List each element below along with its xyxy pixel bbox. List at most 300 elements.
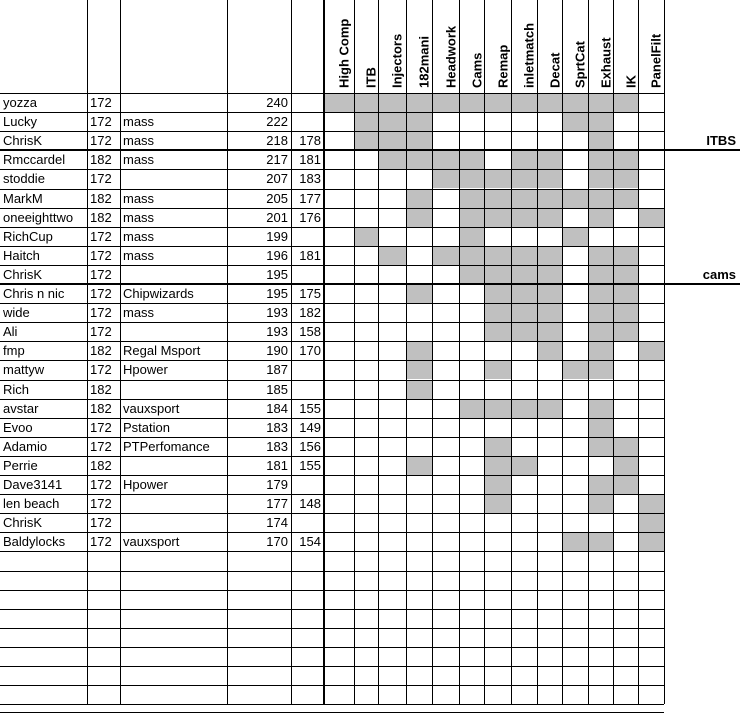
grid-column-line xyxy=(484,0,485,704)
row-bhp: 185 xyxy=(266,381,288,397)
mod-cell-filled xyxy=(588,475,613,494)
header-mod-itb xyxy=(354,0,378,93)
row-bhp: 181 xyxy=(266,457,288,473)
mod-cell-filled xyxy=(588,418,613,437)
mod-cell-filled xyxy=(613,322,638,341)
header-mod-label: Injectors xyxy=(389,33,405,88)
row-note: cams xyxy=(702,266,736,282)
header-mod-label: SprtCat xyxy=(572,41,588,88)
row-lbft: 148 xyxy=(299,496,321,512)
mod-cell-filled xyxy=(537,93,562,112)
mod-cell-filled xyxy=(484,93,511,112)
row-lbft: 158 xyxy=(299,324,321,340)
header-mod-182mani xyxy=(406,0,432,93)
mod-cell-filled xyxy=(511,284,537,303)
row-bhp: 222 xyxy=(266,114,288,130)
grid-column-line xyxy=(613,0,614,704)
row-lbft: 154 xyxy=(299,534,321,550)
row-user: stoddie xyxy=(3,171,45,187)
row-car: 172 xyxy=(90,496,112,512)
mod-cell-filled xyxy=(406,189,432,208)
mod-cell-filled xyxy=(562,532,588,551)
row-user: Rich xyxy=(3,381,30,397)
mod-cell-filled xyxy=(638,341,664,360)
row-car: 172 xyxy=(90,228,112,244)
header-mod-label: IK xyxy=(623,75,638,88)
mod-cell-filled xyxy=(537,399,562,418)
row-lbft: 178 xyxy=(299,133,321,149)
row-lbft: 170 xyxy=(299,343,321,359)
row-lbft: 156 xyxy=(299,438,321,454)
mod-cell-filled xyxy=(588,131,613,150)
mod-cell-filled xyxy=(613,437,638,456)
row-lbft: 181 xyxy=(299,152,321,168)
grid-column-line xyxy=(432,0,433,704)
header-mod-exhaust xyxy=(588,0,613,93)
grid-row-line xyxy=(0,112,664,113)
row-user: Chris n nic xyxy=(3,286,65,301)
mod-cell-filled xyxy=(432,93,459,112)
mod-cell-filled xyxy=(459,150,484,169)
mod-cell-filled xyxy=(588,265,613,284)
mod-cell-filled xyxy=(459,208,484,227)
mod-cell-filled xyxy=(511,456,537,475)
grid-column-line xyxy=(537,0,538,704)
row-bhp: 183 xyxy=(266,438,288,454)
grid-column-line xyxy=(664,0,665,704)
row-rr: Regal Msport xyxy=(123,343,201,359)
mod-cell-filled xyxy=(459,265,484,284)
row-car: 182 xyxy=(90,381,112,397)
row-rr: mass xyxy=(123,228,155,244)
header-mod-label: PanelFilt xyxy=(648,33,664,88)
row-rr: mass xyxy=(123,133,155,149)
mod-cell-filled xyxy=(588,112,613,131)
row-car: 172 xyxy=(90,286,112,301)
row-bhp: 196 xyxy=(266,247,288,263)
mod-cell-filled xyxy=(588,360,613,379)
mod-cell-filled xyxy=(638,532,664,551)
row-user: Ali xyxy=(3,324,18,340)
mod-cell-filled xyxy=(324,93,354,112)
grid-row-line xyxy=(0,322,664,323)
row-rr xyxy=(123,322,224,341)
row-lbft: 149 xyxy=(299,419,321,435)
mod-cell-filled xyxy=(406,341,432,360)
row-user: Evoo xyxy=(3,419,33,435)
row-lbft xyxy=(294,227,321,246)
row-bhp: 218 xyxy=(266,133,288,149)
mod-cell-filled xyxy=(613,189,638,208)
row-lbft: 176 xyxy=(299,209,321,225)
row-rr: mass xyxy=(123,114,155,130)
mod-cell-filled xyxy=(562,189,588,208)
grid-row-line xyxy=(0,532,664,533)
mod-cell-filled xyxy=(511,303,537,322)
grid-row-line xyxy=(0,685,664,686)
row-bhp: 174 xyxy=(266,515,288,531)
row-lbft: 182 xyxy=(299,305,321,321)
mod-cell-filled xyxy=(588,303,613,322)
grid-row-line xyxy=(0,265,664,266)
mod-cell-filled xyxy=(459,399,484,418)
mod-cell-filled xyxy=(588,150,613,169)
mod-cell-filled xyxy=(537,208,562,227)
header-mod-injectors xyxy=(378,0,406,93)
grid-column-line xyxy=(459,0,460,704)
grid-column-line xyxy=(406,0,407,704)
mod-cell-filled xyxy=(613,475,638,494)
grid-row-line xyxy=(0,494,664,495)
grid-column-line xyxy=(588,0,589,704)
grid-row-line xyxy=(0,169,664,170)
mod-cell-filled xyxy=(378,246,406,265)
mod-cell-filled xyxy=(562,112,588,131)
grid-row-line xyxy=(0,208,664,209)
header-mod-inletmatch xyxy=(511,0,537,93)
row-bhp: 193 xyxy=(266,305,288,321)
header-mod-panelfilt xyxy=(638,0,664,93)
row-note: ITBS xyxy=(706,133,736,149)
mod-cell-filled xyxy=(484,322,511,341)
mod-cell-filled xyxy=(354,93,378,112)
mod-cell-filled xyxy=(588,93,613,112)
row-rr xyxy=(123,169,224,188)
grid-row-line xyxy=(0,437,664,438)
header-mod-label: Remap xyxy=(495,44,510,88)
mod-cell-filled xyxy=(511,169,537,188)
header-mod-label: ITB xyxy=(363,67,378,88)
row-rr xyxy=(123,93,224,112)
mod-cell-filled xyxy=(484,456,511,475)
mod-cell-filled xyxy=(406,93,432,112)
row-lbft: 155 xyxy=(299,457,321,473)
row-user: yozza xyxy=(3,95,37,110)
row-car: 182 xyxy=(90,152,112,168)
mod-cell-filled xyxy=(406,456,432,475)
mod-cell-filled xyxy=(484,303,511,322)
row-bhp: 199 xyxy=(266,228,288,244)
row-rr xyxy=(123,456,224,475)
row-lbft xyxy=(294,360,321,379)
header-mod-label: Headwork xyxy=(443,25,458,88)
mod-cell-filled xyxy=(613,150,638,169)
mod-cell-filled xyxy=(537,265,562,284)
mod-cell-filled xyxy=(432,246,459,265)
row-car: 172 xyxy=(90,324,112,340)
row-rr: Hpower xyxy=(123,362,168,378)
mod-cell-filled xyxy=(613,456,638,475)
row-lbft: 181 xyxy=(299,247,321,263)
group-separator-line xyxy=(0,283,740,285)
row-car: 172 xyxy=(90,133,112,149)
row-rr: vauxsport xyxy=(123,400,180,416)
mod-cell-filled xyxy=(378,131,406,150)
grid-row-line xyxy=(0,418,664,419)
row-car: 172 xyxy=(90,305,112,321)
grid-column-line xyxy=(120,0,121,704)
mod-cell-filled xyxy=(459,169,484,188)
mod-cell-filled xyxy=(484,494,511,513)
row-user: len beach xyxy=(3,496,60,512)
row-user: ChrisK xyxy=(3,515,43,531)
row-bhp: 184 xyxy=(266,400,288,416)
mod-cell-filled xyxy=(432,150,459,169)
row-user: wide xyxy=(3,305,30,321)
mod-cell-filled xyxy=(484,189,511,208)
row-bhp: 179 xyxy=(266,477,288,492)
mod-cell-filled xyxy=(511,150,537,169)
mod-cell-filled xyxy=(354,131,378,150)
mod-cell-filled xyxy=(511,93,537,112)
row-bhp: 190 xyxy=(266,343,288,359)
grid-row-line xyxy=(0,303,664,304)
mod-cell-filled xyxy=(484,360,511,379)
mod-cell-filled xyxy=(588,322,613,341)
grid-row-line xyxy=(0,93,664,94)
row-rr: mass xyxy=(123,305,155,321)
grid-row-line xyxy=(0,647,664,648)
mod-cell-filled xyxy=(484,265,511,284)
grid-row-line xyxy=(0,571,664,572)
mod-cell-filled xyxy=(588,494,613,513)
row-bhp: 205 xyxy=(266,190,288,206)
mod-cell-filled xyxy=(459,189,484,208)
row-lbft xyxy=(294,265,321,284)
row-rr: PTPerfomance xyxy=(123,438,210,454)
mod-cell-filled xyxy=(484,399,511,418)
mod-cell-filled xyxy=(537,189,562,208)
grid-row-line xyxy=(0,590,664,591)
mod-cell-filled xyxy=(588,341,613,360)
mod-cell-filled xyxy=(378,112,406,131)
header-mod-high-comp xyxy=(324,0,354,93)
mod-cell-filled xyxy=(613,265,638,284)
mod-cell-filled xyxy=(537,150,562,169)
row-user: MarkM xyxy=(3,190,43,206)
row-car: 182 xyxy=(90,209,112,225)
mod-cell-filled xyxy=(588,189,613,208)
mod-cell-filled xyxy=(378,150,406,169)
mod-cell-filled xyxy=(459,227,484,246)
row-user: fmp xyxy=(3,343,25,359)
row-lbft xyxy=(294,93,321,112)
mod-cell-filled xyxy=(588,169,613,188)
grid-row-line xyxy=(0,666,664,667)
grid-row-line xyxy=(0,628,664,629)
row-rr: Pstation xyxy=(123,419,170,435)
mod-cell-filled xyxy=(511,399,537,418)
grid-row-line xyxy=(0,189,664,190)
mod-cell-filled xyxy=(537,169,562,188)
row-car: 172 xyxy=(90,419,112,435)
row-lbft xyxy=(294,513,321,532)
row-bhp: 207 xyxy=(266,171,288,187)
row-lbft xyxy=(294,475,321,494)
grid-row-line xyxy=(0,513,664,514)
row-car: 172 xyxy=(90,266,112,282)
mod-cell-filled xyxy=(638,494,664,513)
grid-row-line xyxy=(0,227,664,228)
grid-column-line xyxy=(227,0,228,704)
mod-cell-filled xyxy=(511,246,537,265)
row-bhp: 170 xyxy=(266,534,288,550)
grid-row-line xyxy=(0,456,664,457)
header-mod-label: Decat xyxy=(547,52,562,88)
mod-cell-filled xyxy=(484,475,511,494)
row-rr: Hpower xyxy=(123,477,168,492)
grid-column-line xyxy=(562,0,563,704)
row-rr xyxy=(123,513,224,532)
row-rr: mass xyxy=(123,190,155,206)
row-rr: mass xyxy=(123,209,155,225)
grid-row-line xyxy=(0,360,664,361)
mod-cell-filled xyxy=(406,284,432,303)
row-lbft: 175 xyxy=(299,286,321,301)
row-user: mattyw xyxy=(3,362,45,378)
grid-row-line xyxy=(0,341,664,342)
row-car: 172 xyxy=(90,171,112,187)
grid-column-line xyxy=(323,0,325,704)
mod-cell-filled xyxy=(588,532,613,551)
mod-cell-filled xyxy=(406,150,432,169)
row-car: 172 xyxy=(90,362,112,378)
grid-row-line xyxy=(0,131,664,132)
mod-cell-filled xyxy=(511,189,537,208)
mod-cell-filled xyxy=(613,303,638,322)
row-user: oneeighttwo xyxy=(3,209,74,225)
mod-cell-filled xyxy=(484,169,511,188)
mod-cell-filled xyxy=(537,322,562,341)
row-lbft: 177 xyxy=(299,190,321,206)
row-bhp: 193 xyxy=(266,324,288,340)
header-mod-label: High Comp xyxy=(336,18,352,88)
row-car: 182 xyxy=(90,457,112,473)
row-car: 172 xyxy=(90,114,112,130)
row-lbft xyxy=(294,112,321,131)
grid-column-line xyxy=(511,0,512,704)
row-bhp: 195 xyxy=(266,266,288,282)
mod-cell-filled xyxy=(484,246,511,265)
header-mod-label: Cams xyxy=(469,52,484,88)
row-user: Lucky xyxy=(3,114,37,130)
row-rr: vauxsport xyxy=(123,534,180,550)
grid-column-line xyxy=(638,0,639,704)
header-mod-label: inletmatch xyxy=(521,22,537,88)
mod-cell-filled xyxy=(484,284,511,303)
row-car: 172 xyxy=(90,515,112,531)
row-bhp: 217 xyxy=(266,152,288,168)
grid-column-line xyxy=(354,0,355,704)
mod-cell-filled xyxy=(484,208,511,227)
mod-cell-filled xyxy=(613,169,638,188)
row-user: ChrisK xyxy=(3,133,43,149)
mod-cell-filled xyxy=(562,93,588,112)
mod-cell-filled xyxy=(588,208,613,227)
row-user: RichCup xyxy=(3,228,53,244)
header-mod-cams xyxy=(459,0,484,93)
grid-column-line xyxy=(87,0,88,704)
row-car: 182 xyxy=(90,190,112,206)
mod-cell-filled xyxy=(613,284,638,303)
mod-cell-filled xyxy=(459,246,484,265)
row-user: Dave3141 xyxy=(3,477,63,492)
mod-cell-filled xyxy=(406,208,432,227)
row-car: 182 xyxy=(90,343,112,359)
row-car: 172 xyxy=(90,95,112,110)
row-rr xyxy=(123,380,224,399)
mod-cell-filled xyxy=(406,131,432,150)
mod-cell-filled xyxy=(406,112,432,131)
row-lbft: 183 xyxy=(299,171,321,187)
header-mod-sprtcat xyxy=(562,0,588,93)
row-user: ChrisK xyxy=(3,266,43,282)
row-bhp: 183 xyxy=(266,419,288,435)
row-bhp: 195 xyxy=(266,286,288,301)
header-mod-decat xyxy=(537,0,562,93)
mod-cell-filled xyxy=(588,284,613,303)
grid-row-line xyxy=(0,609,664,610)
header-mod-ik xyxy=(613,0,638,93)
row-lbft xyxy=(294,380,321,399)
row-user: Perrie xyxy=(3,457,38,473)
mod-cell-filled xyxy=(613,93,638,112)
mod-cell-filled xyxy=(537,341,562,360)
row-car: 172 xyxy=(90,477,112,492)
row-car: 182 xyxy=(90,400,112,416)
header-mod-headwork xyxy=(432,0,459,93)
grid-row-line xyxy=(0,551,664,552)
mod-cell-filled xyxy=(537,246,562,265)
row-bhp: 177 xyxy=(266,496,288,512)
row-user: Haitch xyxy=(3,247,40,263)
row-rr: mass xyxy=(123,152,155,168)
row-bhp: 240 xyxy=(266,95,288,110)
mod-cell-filled xyxy=(638,513,664,532)
mod-cell-filled xyxy=(511,208,537,227)
mod-cell-filled xyxy=(511,322,537,341)
row-car: 172 xyxy=(90,534,112,550)
mod-cell-filled xyxy=(459,93,484,112)
row-rr xyxy=(123,494,224,513)
row-car: 172 xyxy=(90,247,112,263)
row-car: 172 xyxy=(90,438,112,454)
grid-column-line xyxy=(378,0,379,704)
mod-cell-filled xyxy=(511,265,537,284)
mod-cell-filled xyxy=(588,399,613,418)
row-bhp: 187 xyxy=(266,362,288,378)
mod-cell-filled xyxy=(588,246,613,265)
row-lbft: 155 xyxy=(299,400,321,416)
mod-cell-filled xyxy=(562,360,588,379)
row-rr: Chipwizards xyxy=(123,286,194,301)
mod-cell-filled xyxy=(588,437,613,456)
row-rr: mass xyxy=(123,247,155,263)
row-user: avstar xyxy=(3,400,39,416)
grid-row-line xyxy=(0,246,664,247)
header-mod-remap xyxy=(484,0,511,93)
grid-row-line xyxy=(0,380,664,381)
row-rr xyxy=(123,265,224,284)
grid-row-line xyxy=(0,399,664,400)
row-user: Rmccardel xyxy=(3,152,66,168)
row-user: Adamio xyxy=(3,438,48,454)
row-bhp: 201 xyxy=(266,209,288,225)
grid-column-line xyxy=(291,0,292,704)
mod-cell-filled xyxy=(432,169,459,188)
header-mod-label: 182mani xyxy=(416,35,432,88)
row-user: Baldylocks xyxy=(3,534,66,550)
